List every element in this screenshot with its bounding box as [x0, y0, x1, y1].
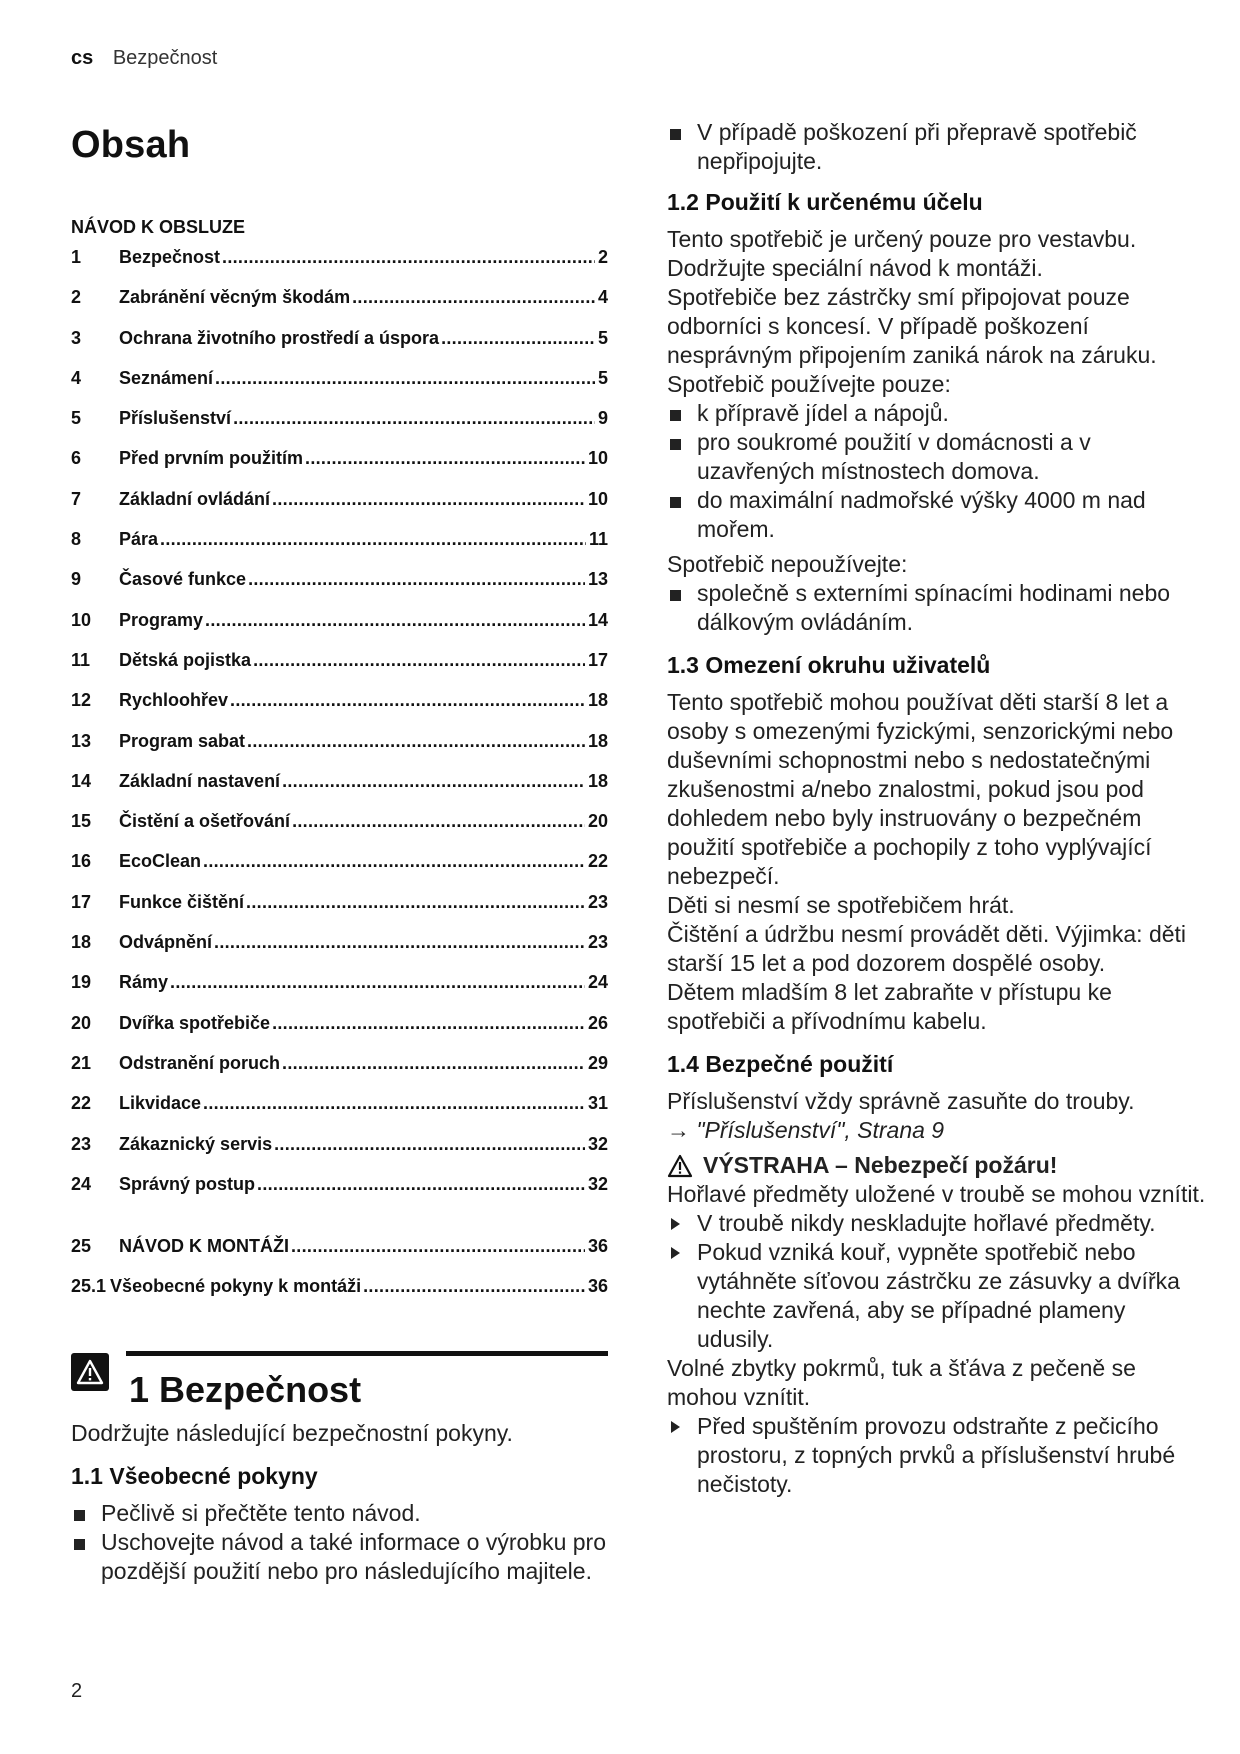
- toc-entry-number: 11: [71, 649, 91, 670]
- toc-entry[interactable]: [71, 489, 608, 529]
- paragraph: Hořlavé předměty uložené v troubě se mohou vznítit.: [667, 1181, 1206, 1207]
- toc-leader-dots: [203, 851, 585, 872]
- toc-entry-number: 5: [71, 408, 82, 429]
- toc-entry-title: Všeobecné pokyny k montáži: [110, 1276, 362, 1297]
- subsection-1-3-heading: 1.3 Omezení okruhu uživatelů: [667, 652, 991, 678]
- toc-entry-title: Dětská pojistka: [119, 649, 252, 670]
- toc-entry-title: Funkce čištění: [119, 891, 245, 912]
- right-column: [667, 118, 1207, 1499]
- toc-entry-title: Rámy: [119, 972, 169, 993]
- paragraph: Čištění a údržbu nesmí provádět děti. Výjimka: děti starší 15 let a pod dozorem dospělé osoby.: [667, 921, 1187, 976]
- toc-entry[interactable]: [71, 1053, 608, 1093]
- subsection-1-4-heading: 1.4 Bezpečné použití: [667, 1051, 894, 1077]
- toc-leader-dots: [248, 569, 585, 590]
- toc-entry[interactable]: [71, 569, 608, 609]
- toc-entry[interactable]: [71, 771, 608, 811]
- toc-leader-dots: [272, 489, 585, 510]
- toc-entry-page: 36: [587, 1236, 608, 1257]
- toc-entry[interactable]: [71, 1093, 608, 1133]
- paragraph: Děti si nesmí se spotřebičem hrát.: [667, 892, 1015, 918]
- toc-entry[interactable]: [71, 932, 608, 972]
- toc-entry[interactable]: [71, 328, 608, 368]
- toc-entry-title: Seznámení: [119, 367, 214, 388]
- toc-entry[interactable]: [71, 1236, 608, 1276]
- paragraph: Spotřebiče bez zástrčky smí připojovat pouze odborníci s koncesí. V případě poškození nesprávným připojením zaniká nárok na záruku.: [667, 284, 1157, 368]
- paragraph: Příslušenství vždy správně zasuňte do trouby.: [667, 1088, 1135, 1114]
- toc-entry-title: Časové funkce: [119, 569, 247, 590]
- toc-entry-title: Zabránění věcným škodám: [119, 287, 351, 308]
- toc-leader-dots: [214, 932, 585, 953]
- toc-entry-page: 9: [597, 408, 608, 429]
- toc-leader-dots: [272, 1013, 585, 1034]
- toc-entry-number: 25.1: [71, 1276, 107, 1297]
- toc-entry-title: Programy: [119, 609, 204, 630]
- warning-triangle-icon: [667, 1154, 693, 1178]
- toc-entry-number: 20: [71, 1012, 92, 1033]
- toc-entry-number: 21: [71, 1052, 92, 1073]
- toc-entry-title: Ochrana životního prostředí a úspora: [119, 327, 440, 348]
- toc-entry-number: 10: [71, 609, 92, 630]
- toc-entry-number: 9: [71, 569, 82, 590]
- toc-entry[interactable]: [71, 892, 608, 932]
- toc-entry-page: 36: [587, 1276, 608, 1297]
- toc-entry-page: 32: [587, 1133, 608, 1154]
- toc-entry-page: 24: [587, 972, 608, 993]
- toc-entry-title: Likvidace: [119, 1093, 202, 1114]
- toc-entry-number: 18: [71, 932, 92, 953]
- paragraph: Dětem mladším 8 let zabraňte v přístupu ke spotřebiči a přívodnímu kabelu.: [667, 979, 1112, 1034]
- table-of-contents: [71, 247, 608, 1308]
- toc-entry-title: Odvápnění: [119, 932, 213, 953]
- step-item: V troubě nikdy neskladujte hořlavé předměty.: [667, 1209, 1207, 1238]
- section-title: 1 Bezpečnost: [129, 1369, 362, 1411]
- toc-entry-number: 24: [71, 1173, 92, 1194]
- warning-text: VÝSTRAHA – Nebezpečí požáru!: [703, 1152, 1058, 1178]
- toc-entry[interactable]: [71, 690, 608, 730]
- toc-entry[interactable]: [71, 448, 608, 488]
- toc-entry-title: NÁVOD K MONTÁŽI: [119, 1236, 289, 1257]
- toc-section-label: NÁVOD K OBSLUZE: [71, 217, 246, 237]
- toc-entry-number: 4: [71, 367, 82, 388]
- list-item: do maximální nadmořské výšky 4000 m nad mořem.: [667, 486, 1207, 544]
- toc-entry-title: Čistění a ošetřování: [119, 811, 291, 832]
- toc-entry-title: Základní nastavení: [119, 770, 281, 791]
- toc-entry-title: Pára: [119, 529, 159, 550]
- toc-entry[interactable]: [71, 1276, 608, 1308]
- toc-leader-dots: [222, 247, 595, 268]
- toc-entry-title: Dvířka spotřebiče: [119, 1012, 271, 1033]
- toc-entry-page: 20: [587, 811, 608, 832]
- general-instructions-list-cont: [667, 118, 1207, 176]
- list-item: společně s externími spínacími hodinami nebo dálkovým ovládáním.: [667, 579, 1207, 637]
- toc-entry-page: 10: [587, 448, 608, 469]
- section-rule: [126, 1351, 608, 1356]
- toc-entry-number: 19: [71, 972, 92, 993]
- subsection-1-2-heading: 1.2 Použití k určenému účelu: [667, 189, 983, 215]
- toc-leader-dots: [247, 731, 585, 752]
- toc-entry-number: 2: [71, 287, 82, 308]
- toc-entry-page: 10: [587, 488, 608, 509]
- toc-leader-dots: [292, 811, 585, 832]
- toc-entry-page: 14: [587, 609, 608, 630]
- toc-leader-dots: [253, 650, 585, 671]
- paragraph: Spotřebič nepoužívejte:: [667, 551, 908, 577]
- language-code: cs: [71, 47, 94, 69]
- fire-steps-list: [667, 1209, 1207, 1354]
- toc-leader-dots: [257, 1174, 585, 1195]
- toc-leader-dots: [160, 529, 586, 550]
- toc-entry-page: 32: [587, 1173, 608, 1194]
- toc-entry-title: Bezpečnost: [119, 247, 221, 267]
- toc-entry-page: 18: [587, 730, 608, 751]
- page-header: [71, 47, 217, 70]
- toc-leader-dots: [305, 448, 585, 469]
- toc-entry-title: Program sabat: [119, 730, 246, 751]
- list-item: Pečlivě si přečtěte tento návod.: [71, 1499, 608, 1528]
- paragraph: Tento spotřebič je určený pouze pro vestavbu. Dodržujte speciální návod k montáži.: [667, 226, 1137, 281]
- toc-entry-page: 31: [587, 1093, 608, 1114]
- not-intended-use-list: [667, 579, 1207, 637]
- step-item: Před spuštěním provozu odstraňte z pečicího prostoru, z topných prvků a příslušenství hrubé nečistoty.: [667, 1412, 1207, 1499]
- list-item: pro soukromé použití v domácnosti a v uzavřených místnostech domova.: [667, 428, 1207, 486]
- section-intro: Dodržujte následující bezpečnostní pokyny.: [71, 1420, 513, 1447]
- toc-entry-title: EcoClean: [119, 851, 202, 872]
- header-title: Bezpečnost: [112, 47, 218, 69]
- toc-leader-dots: [282, 771, 585, 792]
- toc-entry[interactable]: [71, 1134, 608, 1174]
- toc-entry-page: 29: [587, 1052, 608, 1073]
- toc-entry-title: Příslušenství: [119, 408, 232, 429]
- toc-entry[interactable]: [71, 1174, 608, 1214]
- toc-entry-page: 13: [587, 569, 608, 590]
- toc-leader-dots: [230, 690, 585, 711]
- step-item: Pokud vzniká kouř, vypněte spotřebič nebo vytáhněte síťovou zástrčku ze zásuvky a dvířka nechte zavřená, aby se případné plameny udusily.: [667, 1238, 1207, 1354]
- toc-entry-title: Odstranění poruch: [119, 1052, 281, 1073]
- toc-entry-page: 11: [588, 529, 608, 550]
- page-number: 2: [71, 1680, 83, 1702]
- toc-entry[interactable]: [71, 368, 608, 408]
- toc-entry-number: 8: [71, 529, 82, 550]
- paragraph: Tento spotřebič mohou používat děti starší 8 let a osoby s omezenými fyzickými, senzorickými nebo duševními schopnostmi nebo s nedostatečnými zkušenostmi a/nebo znalostmi, pokud jsou pod dohledem nebo byly instruovány o bezpečném použití spotřebiče a pochopily z toho vyplývající nebezpečí.: [667, 689, 1174, 889]
- toc-leader-dots: [363, 1276, 585, 1297]
- toc-entry-title: Správný postup: [119, 1173, 256, 1194]
- toc-title: Obsah: [71, 124, 191, 166]
- toc-entry-page: 5: [597, 327, 608, 348]
- toc-entry-number: 1: [71, 247, 82, 267]
- toc-leader-dots: [246, 892, 585, 913]
- toc-entry-title: Před prvním použitím: [119, 448, 304, 469]
- cleaning-steps-list: [667, 1412, 1207, 1499]
- toc-entry[interactable]: [71, 650, 608, 690]
- toc-entry-number: 13: [71, 730, 92, 751]
- toc-entry-page: 5: [597, 367, 608, 388]
- paragraph: Spotřebič používejte pouze:: [667, 371, 951, 397]
- toc-entry[interactable]: [71, 408, 608, 448]
- toc-entry[interactable]: [71, 972, 608, 1012]
- toc-entry[interactable]: [71, 610, 608, 650]
- general-instructions-list: [71, 1499, 608, 1586]
- toc-entry-page: 4: [597, 287, 608, 308]
- toc-entry-number: 16: [71, 851, 92, 872]
- toc-entry-number: 23: [71, 1133, 92, 1154]
- list-item: V případě poškození při přepravě spotřebič nepřipojujte.: [667, 118, 1207, 176]
- toc-entry-page: 18: [587, 770, 608, 791]
- toc-entry-page: 22: [587, 851, 608, 872]
- toc-entry[interactable]: [71, 247, 608, 287]
- section-heading-safety: [71, 1351, 608, 1419]
- toc-entry-number: 7: [71, 488, 82, 509]
- toc-entry-page: 23: [587, 932, 608, 953]
- paragraph: Volné zbytky pokrmů, tuk a šťáva z pečeně se mohou vznítit.: [667, 1355, 1136, 1410]
- toc-entry-title: Základní ovládání: [119, 488, 271, 509]
- toc-entry-page: 18: [587, 690, 608, 711]
- toc-entry[interactable]: [71, 529, 608, 569]
- toc-leader-dots: [282, 1053, 585, 1074]
- subsection-1-1-heading: 1.1 Všeobecné pokyny: [71, 1463, 318, 1490]
- left-column: [71, 118, 608, 1586]
- toc-leader-dots: [352, 287, 595, 308]
- toc-entry-number: 14: [71, 770, 92, 791]
- toc-entry-page: 26: [587, 1012, 608, 1033]
- toc-entry-number: 6: [71, 448, 82, 469]
- toc-entry[interactable]: [71, 731, 608, 771]
- toc-entry-number: 25: [71, 1236, 92, 1257]
- toc-entry-title: Zákaznický servis: [119, 1133, 273, 1154]
- section-1-intro-block: [71, 1419, 608, 1586]
- toc-entry-page: 2: [597, 247, 608, 267]
- list-item: k přípravě jídel a nápojů.: [667, 399, 1207, 428]
- toc-entry-number: 3: [71, 327, 82, 348]
- toc-leader-dots: [215, 368, 595, 389]
- toc-entry-title: Rychloohřev: [119, 690, 229, 711]
- toc-leader-dots: [291, 1236, 585, 1257]
- toc-entry[interactable]: [71, 851, 608, 891]
- toc-entry-number: 17: [71, 891, 92, 912]
- cross-reference-link[interactable]: → "Příslušenství", Strana 9: [667, 1117, 945, 1143]
- toc-entry-number: 12: [71, 690, 92, 711]
- intended-use-list: [667, 399, 1207, 544]
- toc-leader-dots: [203, 1093, 585, 1114]
- toc-entry[interactable]: [71, 287, 608, 327]
- toc-leader-dots: [274, 1134, 585, 1155]
- list-item: Uschovejte návod a také informace o výrobku pro pozdější použití nebo pro následujícího majitele.: [71, 1528, 608, 1586]
- toc-leader-dots: [205, 610, 585, 631]
- toc-leader-dots: [170, 972, 585, 993]
- toc-entry-number: 15: [71, 811, 92, 832]
- toc-leader-dots: [233, 408, 595, 429]
- toc-entry-page: 23: [587, 891, 608, 912]
- toc-entry-number: 22: [71, 1093, 92, 1114]
- toc-entry[interactable]: [71, 811, 608, 851]
- toc-entry-page: 17: [587, 649, 608, 670]
- warning-icon: [71, 1353, 109, 1391]
- toc-leader-dots: [441, 328, 595, 349]
- toc-entry[interactable]: [71, 1013, 608, 1053]
- warning-heading: [667, 1151, 1207, 1180]
